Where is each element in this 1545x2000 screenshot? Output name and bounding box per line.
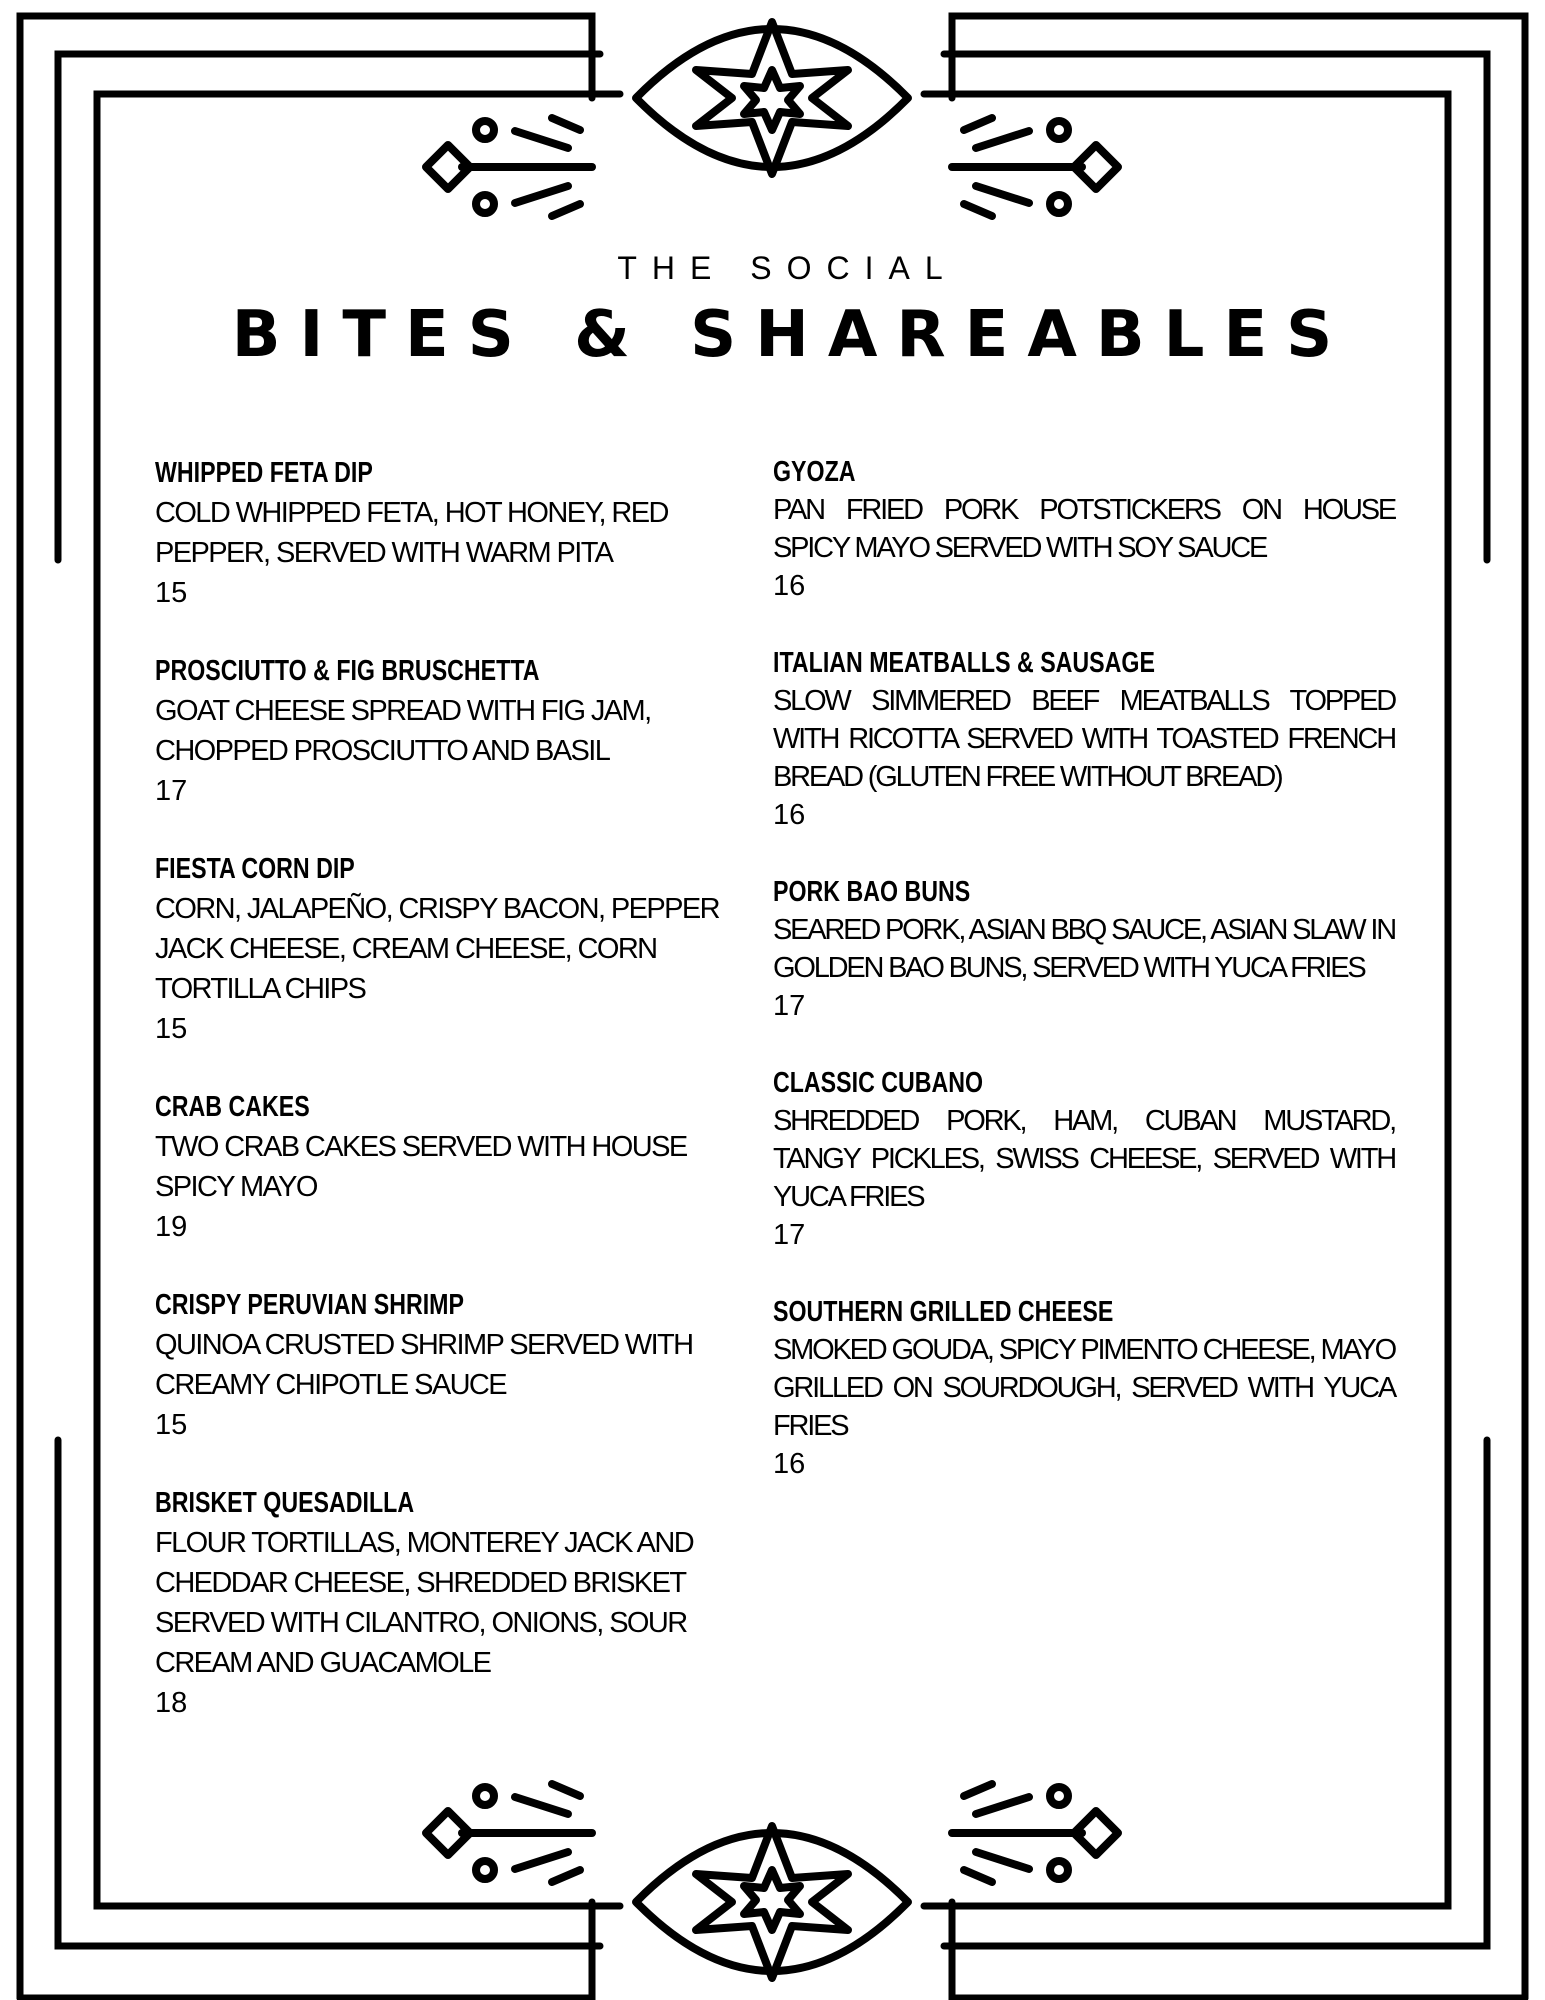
menu-item-name: WHIPPED FETA DIP xyxy=(155,457,373,489)
menu-item-price: 15 xyxy=(155,1013,188,1045)
menu-column-right xyxy=(773,453,1395,1483)
menu-item-price: 15 xyxy=(155,577,188,609)
menu-item-name: CLASSIC CUBANO xyxy=(773,1067,984,1099)
menu-item-description: SLOW SIMMERED BEEF MEATBALLS TOPPED WITH RICOTTA SERVED WITH TOASTED FRENCH BREAD (GLUTEN FREE WITHOUT BREAD) xyxy=(773,685,1395,793)
menu-item-description: SHREDDED PORK, HAM, CUBAN MUSTARD, TANGY PICKLES, SWISS CHEESE, SERVED WITH YUCA FRIES xyxy=(773,1105,1395,1213)
menu-title: BITES & SHAREABLES xyxy=(231,298,1352,372)
menu-item-description: TWO CRAB CAKES SERVED WITH HOUSE SPICY MAYO xyxy=(155,1131,687,1203)
menu-item xyxy=(155,849,721,1049)
menu-item-description: GOAT CHEESE SPREAD WITH FIG JAM, CHOPPED PROSCIUTTO AND BASIL xyxy=(155,695,651,767)
menu-item-price: 17 xyxy=(155,775,188,807)
menu-item xyxy=(155,1285,721,1445)
menu-item-name: ITALIAN MEATBALLS & SAUSAGE xyxy=(773,647,1155,679)
menu-item-description: COLD WHIPPED FETA, HOT HONEY, RED PEPPER, SERVED WITH WARM PITA xyxy=(155,497,668,569)
menu-item-description: PAN FRIED PORK POTSTICKERS ON HOUSE SPICY MAYO SERVED WITH SOY SAUCE xyxy=(773,494,1395,564)
menu-item-price: 16 xyxy=(773,1448,806,1480)
menu-item xyxy=(155,651,721,811)
menu-item-description: QUINOA CRUSTED SHRIMP SERVED WITH CREAMY CHIPOTLE SAUCE xyxy=(155,1329,693,1401)
menu-item-price: 18 xyxy=(155,1687,188,1719)
menu-column-left xyxy=(155,453,721,1723)
menu-item-price: 16 xyxy=(773,570,806,602)
menu-item-price: 16 xyxy=(773,799,806,831)
menu-item-name: BRISKET QUESADILLA xyxy=(155,1487,415,1519)
menu-item xyxy=(155,453,721,613)
menu-item-description: FLOUR TORTILLAS, MONTEREY JACK AND CHEDDAR CHEESE, SHREDDED BRISKET SERVED WITH CILANTRO, ONIONS, SOUR CREAM AND GUACAMOLE xyxy=(155,1527,694,1679)
menu-item-name: GYOZA xyxy=(773,456,856,488)
menu-item-description: SMOKED GOUDA, SPICY PIMENTO CHEESE, MAYO GRILLED ON SOURDOUGH, SERVED WITH YUCA FRIES xyxy=(773,1334,1395,1442)
menu-item-price: 19 xyxy=(155,1211,188,1243)
menu-item-name: PORK BAO BUNS xyxy=(773,876,971,908)
menu-item-description: SEARED PORK, ASIAN BBQ SAUCE, ASIAN SLAW IN GOLDEN BAO BUNS, SERVED WITH YUCA FRIES xyxy=(773,914,1395,984)
menu-item xyxy=(773,1293,1395,1483)
menu-item xyxy=(773,873,1395,1025)
menu-eyebrow: THE SOCIAL xyxy=(617,250,958,286)
menu-item xyxy=(773,1064,1395,1254)
menu-item-name: SOUTHERN GRILLED CHEESE xyxy=(773,1296,1114,1328)
menu-item xyxy=(773,644,1395,834)
menu-item-name: FIESTA CORN DIP xyxy=(155,853,355,885)
menu-item-price: 17 xyxy=(773,990,806,1022)
menu-item-name: PROSCIUTTO & FIG BRUSCHETTA xyxy=(155,655,540,687)
menu-item xyxy=(155,1087,721,1247)
menu-item-price: 17 xyxy=(773,1219,806,1251)
menu-item-price: 15 xyxy=(155,1409,188,1441)
menu-item-name: CRAB CAKES xyxy=(155,1091,310,1123)
menu-item xyxy=(773,453,1395,605)
menu-item-name: CRISPY PERUVIAN SHRIMP xyxy=(155,1289,464,1321)
menu-item xyxy=(155,1483,721,1723)
menu-item-description: CORN, JALAPEÑO, CRISPY BACON, PEPPER JACK CHEESE, CREAM CHEESE, CORN TORTILLA CHIPS xyxy=(155,893,719,1005)
